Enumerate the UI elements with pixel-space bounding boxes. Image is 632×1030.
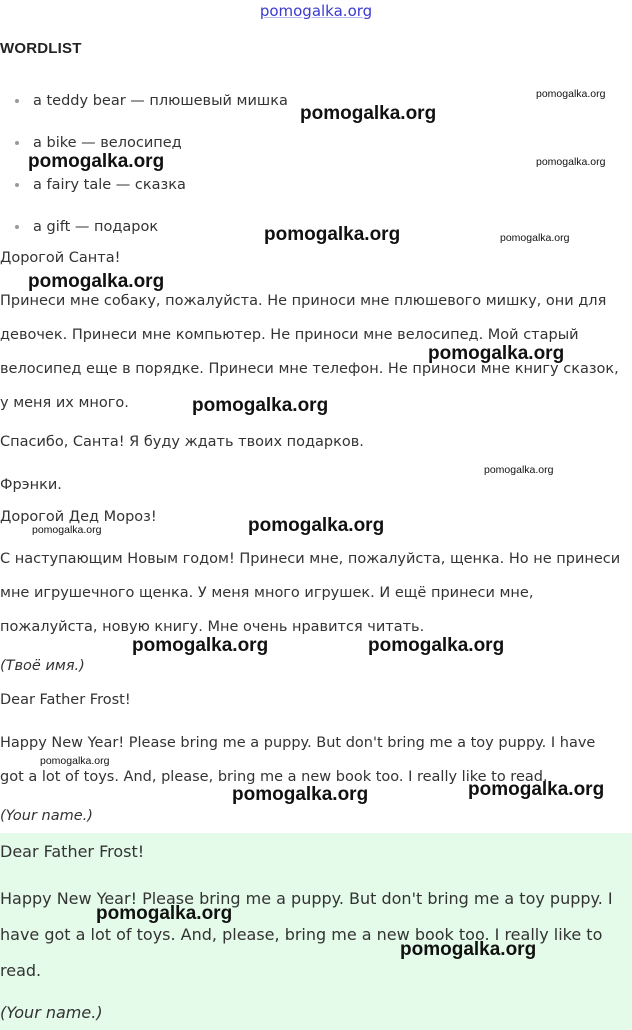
letter-en-1-body: Happy New Year! Please bring me a puppy. But don't bring me a toy puppy. I have got a lot of toys. And, please, bring me a new book too. I really like to read. bbox=[0, 735, 596, 785]
watermark: pomogalka.org bbox=[28, 271, 165, 292]
wordlist-item bbox=[0, 132, 288, 174]
watermark: pomogalka.org bbox=[32, 524, 102, 536]
wordlist-item-text: a fairy tale — сказка bbox=[33, 177, 186, 193]
watermark: pomogalka.org bbox=[96, 903, 233, 924]
bullet-icon bbox=[15, 141, 19, 145]
wordlist bbox=[0, 90, 288, 258]
wordlist-item-text: a teddy bear — плюшевый мишка bbox=[33, 93, 288, 109]
bullet-icon bbox=[15, 183, 19, 187]
wordlist-item-text: a gift — подарок bbox=[33, 219, 159, 235]
watermark: pomogalka.org bbox=[132, 635, 269, 656]
wordlist-item bbox=[0, 90, 288, 132]
watermark: pomogalka.org bbox=[536, 88, 606, 100]
watermark: pomogalka.org bbox=[484, 464, 554, 476]
answer-body: Happy New Year! Please bring me a puppy. But don't bring me a toy puppy. I have got a lot of toys. And, please, bring me a new book too. I really like to read. bbox=[0, 889, 613, 980]
watermark: pomogalka.org bbox=[468, 779, 605, 800]
bullet-icon bbox=[15, 225, 19, 229]
watermark: pomogalka.org bbox=[264, 224, 401, 245]
wordlist-item bbox=[0, 174, 288, 216]
watermark: pomogalka.org bbox=[192, 395, 329, 416]
letter-en-1-greeting: Dear Father Frost! bbox=[0, 692, 131, 708]
letter-ru-1-signature: Фрэнки. bbox=[0, 477, 62, 493]
letter-ru-1-body: Принеси мне собаку, пожалуйста. Не приноси мне плюшевого мишку, они для девочек. Принеси мне компьютер. Не приноси мне велосипед. Мой старый велосипед еще в порядке. Принеси мне телефон. Не приноси мне книгу сказок, у меня их много. bbox=[0, 293, 619, 411]
watermark: pomogalka.org bbox=[28, 151, 165, 172]
watermark: pomogalka.org bbox=[428, 343, 565, 364]
letter-ru-1-thanks: Спасибо, Санта! Я буду ждать твоих подарков. bbox=[0, 434, 364, 450]
watermark: pomogalka.org bbox=[368, 635, 505, 656]
answer-signature: (Your name.) bbox=[0, 1003, 103, 1022]
site-header-link[interactable]: pomogalka.org bbox=[259, 2, 373, 20]
letter-en-1-signature: (Your name.) bbox=[0, 808, 93, 824]
letter-ru-2-greeting: Дорогой Дед Мороз! bbox=[0, 509, 157, 525]
answer-box bbox=[0, 833, 632, 1030]
watermark: pomogalka.org bbox=[40, 755, 110, 767]
watermark: pomogalka.org bbox=[248, 515, 385, 536]
letter-ru-1-greeting: Дорогой Санта! bbox=[0, 250, 121, 266]
wordlist-item-text: a bike — велосипед bbox=[33, 135, 182, 151]
wordlist-title: WORDLIST bbox=[0, 40, 82, 57]
watermark: pomogalka.org bbox=[400, 939, 537, 960]
watermark: pomogalka.org bbox=[500, 232, 570, 244]
bullet-icon bbox=[15, 99, 19, 103]
answer-greeting: Dear Father Frost! bbox=[0, 842, 145, 861]
letter-ru-2-signature: (Твоё имя.) bbox=[0, 658, 85, 674]
watermark: pomogalka.org bbox=[300, 103, 437, 124]
watermark: pomogalka.org bbox=[232, 784, 369, 805]
letter-ru-2-body: С наступающим Новым годом! Принеси мне, пожалуйста, щенка. Но не принеси мне игрушечного щенка. У меня много игрушек. И ещё принеси мне, пожалуйста, новую книгу. Мне очень нравится читать. bbox=[0, 551, 621, 635]
watermark: pomogalka.org bbox=[536, 156, 606, 168]
